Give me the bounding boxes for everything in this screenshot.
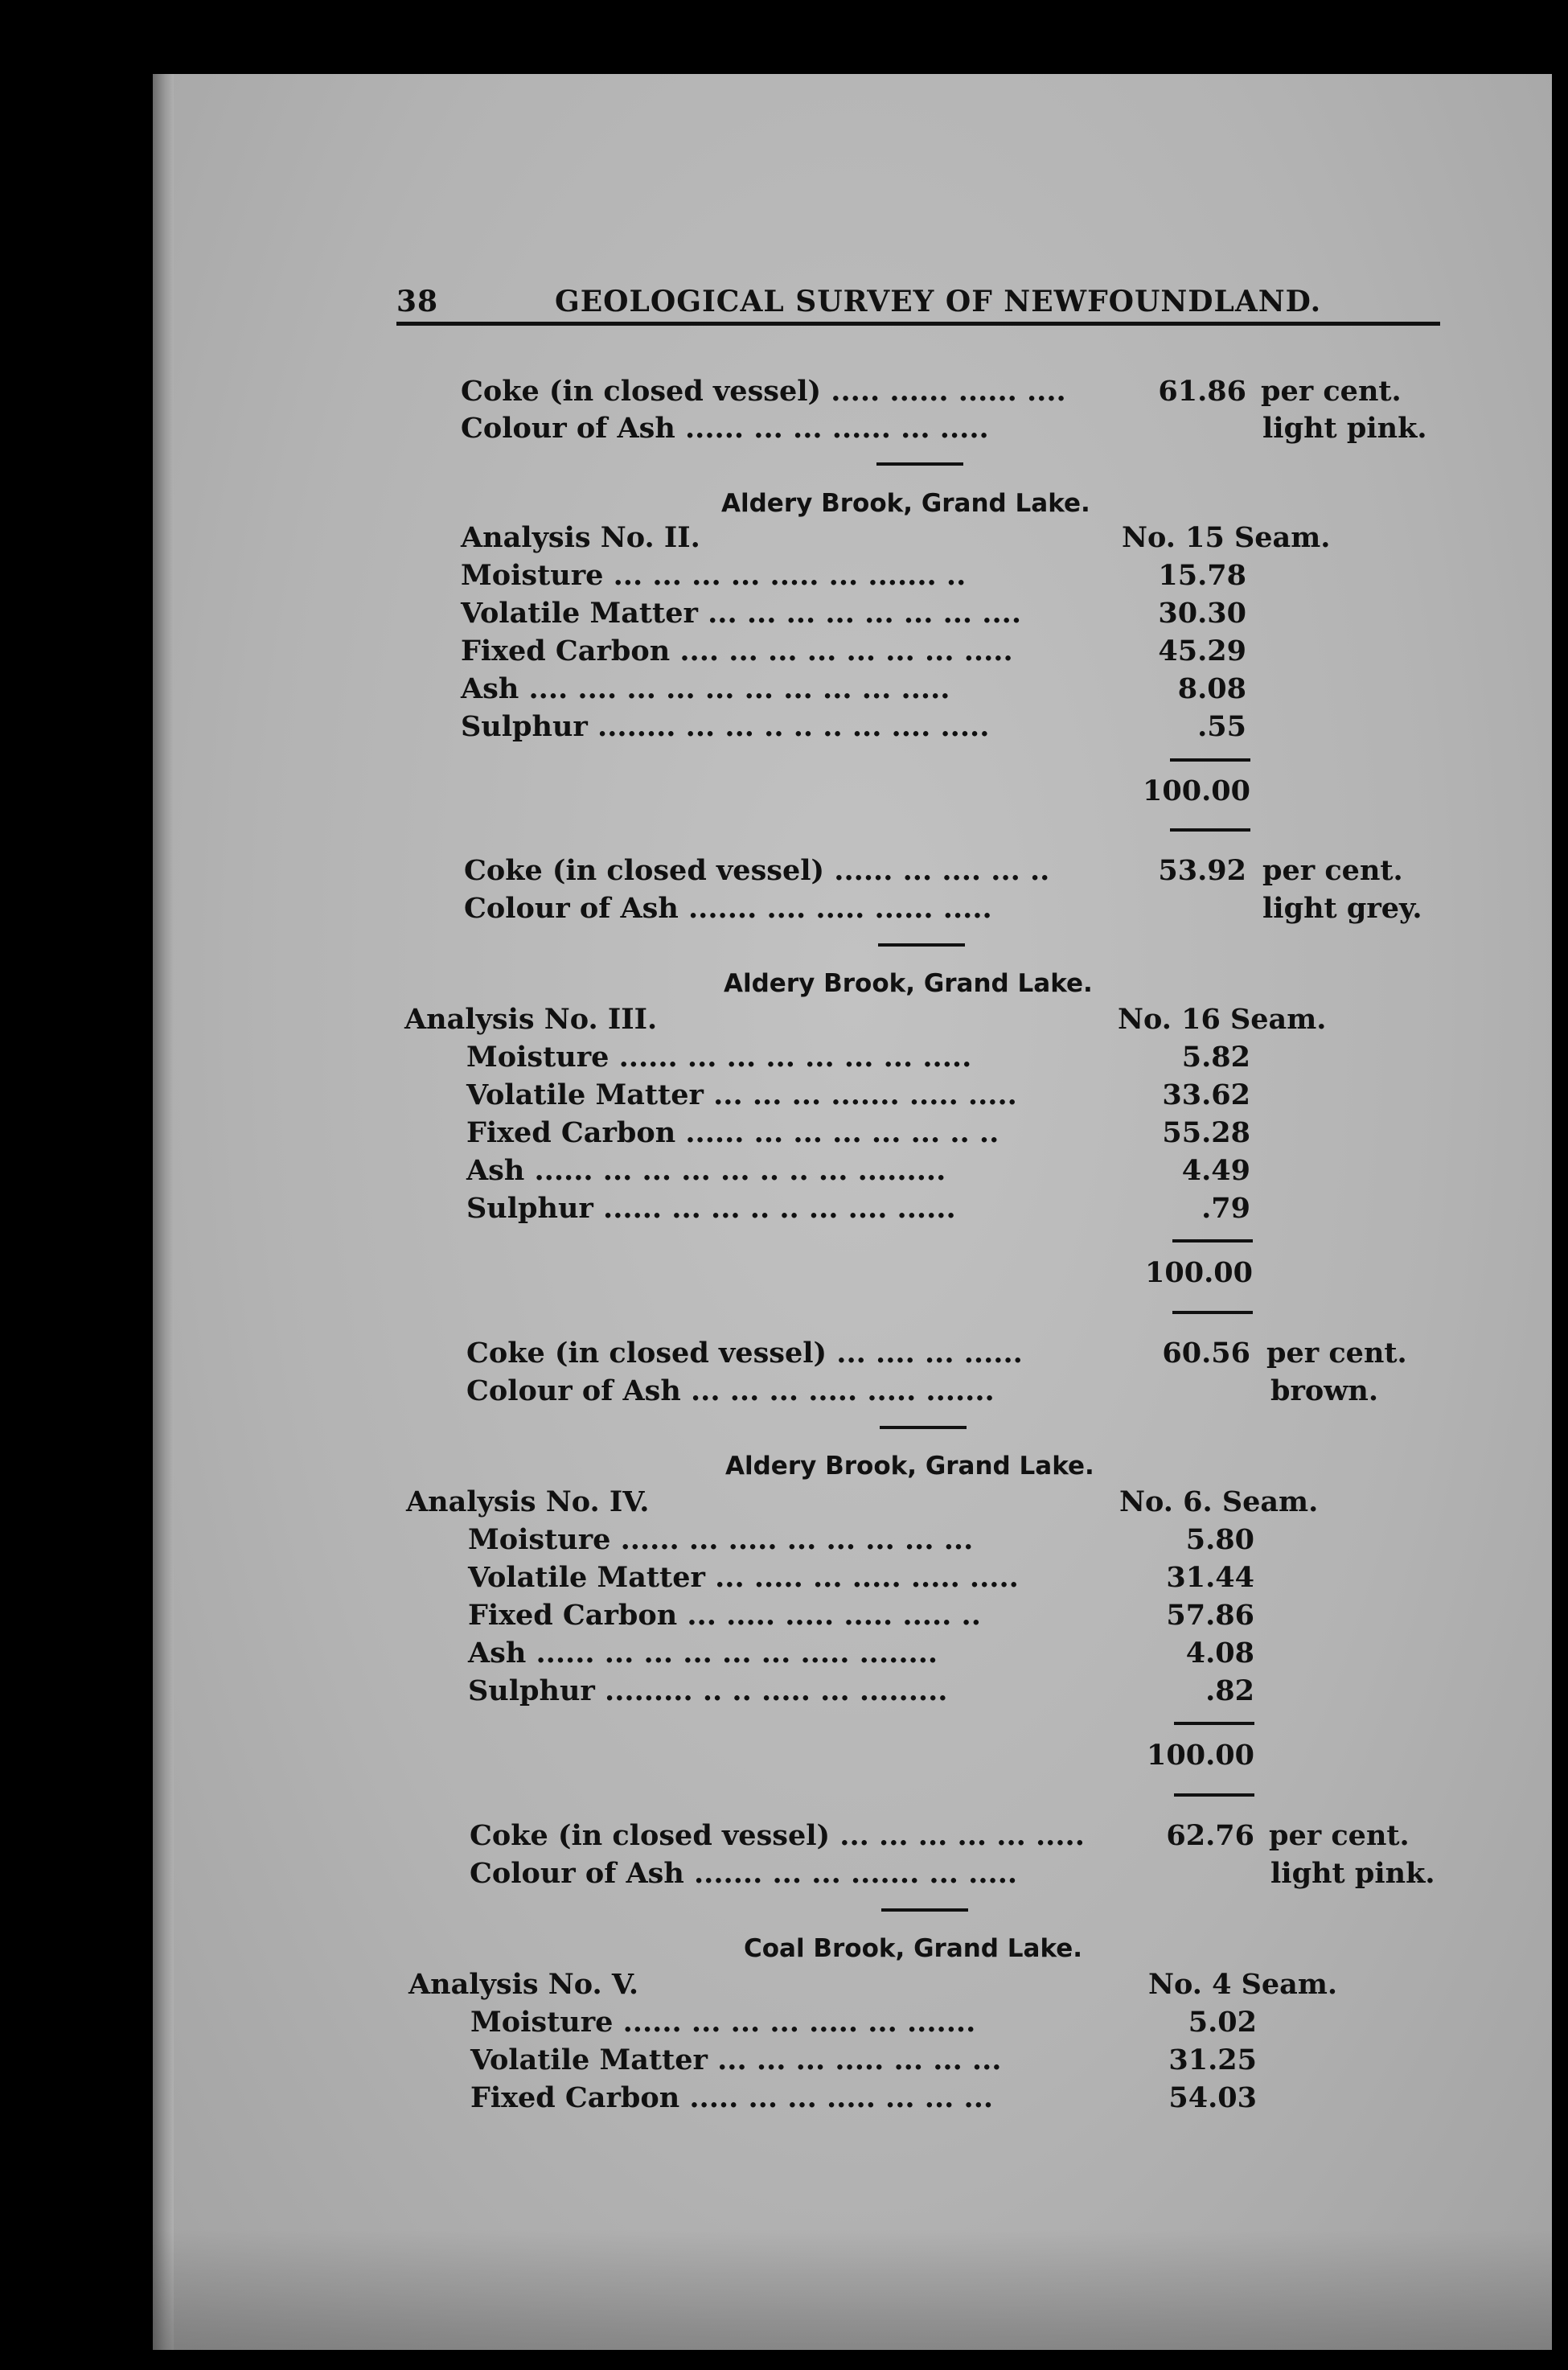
total-rule — [1172, 1311, 1253, 1314]
total-value: 100.00 — [1147, 1739, 1254, 1772]
coke-value: 60.56 — [1162, 1337, 1250, 1370]
analysis-title: Analysis No. II. — [461, 521, 700, 554]
row-label-volatile-matter: Volatile Matter ... ... ... ..... ... ... ... — [470, 2043, 1002, 2076]
intro-coke-value: 61.86 — [1158, 375, 1246, 408]
row-label-ash: Ash ...... ... ... ... ... ... ..... ........ — [468, 1637, 938, 1670]
row-value-fixed-carbon: 45.29 — [1158, 635, 1246, 667]
intro-ash-label: Colour of Ash ...... ... ... ...... ... ..... — [461, 412, 989, 445]
row-value-fixed-carbon: 57.86 — [1166, 1599, 1254, 1632]
ash-colour-label: Colour of Ash ....... .... ..... ...... ..... — [464, 892, 992, 925]
section-divider — [880, 1426, 967, 1429]
row-value-volatile-matter: 31.44 — [1166, 1561, 1254, 1594]
row-label-volatile-matter: Volatile Matter ... ... ... ....... ..... ..... — [466, 1078, 1017, 1111]
row-value-sulphur: .79 — [1201, 1192, 1250, 1225]
row-value-fixed-carbon: 54.03 — [1168, 2081, 1257, 2114]
row-label-volatile-matter: Volatile Matter ... ... ... ... ... ... ... .... — [461, 597, 1022, 630]
coke-label: Coke (in closed vessel) ... .... ... ...... — [466, 1337, 1023, 1370]
coke-label: Coke (in closed vessel) ...... ... .... ... .. — [464, 854, 1050, 887]
seam-label: No. 4 Seam. — [1148, 1968, 1338, 2001]
coke-value: 53.92 — [1158, 854, 1246, 887]
row-label-sulphur: Sulphur ...... ... ... .. .. ... .... ...... — [466, 1192, 956, 1225]
row-label-fixed-carbon: Fixed Carbon .... ... ... ... ... ... ... ..... — [461, 635, 1013, 667]
seam-label: No. 6. Seam. — [1119, 1485, 1319, 1518]
page-bottom-shadow — [153, 2229, 1552, 2350]
coke-unit: per cent. — [1266, 1337, 1407, 1370]
intro-coke-unit: per cent. — [1261, 375, 1402, 408]
row-label-ash: Ash .... .... ... ... ... ... ... ... ... ..... — [461, 672, 950, 705]
ash-colour-value: light grey. — [1262, 892, 1422, 925]
intro-coke-label: Coke (in closed vessel) ..... ...... ...... .... — [461, 375, 1066, 408]
intro-ash-colour: light pink. — [1262, 412, 1427, 445]
seam-label: No. 16 Seam. — [1118, 1003, 1327, 1036]
header-rule — [396, 322, 1440, 326]
row-label-fixed-carbon: Fixed Carbon ..... ... ... ..... ... ... ... — [470, 2081, 994, 2114]
coke-unit: per cent. — [1269, 1819, 1410, 1852]
row-value-volatile-matter: 30.30 — [1158, 597, 1246, 630]
coke-unit: per cent. — [1262, 854, 1403, 887]
coke-label: Coke (in closed vessel) ... ... ... ... ... ..... — [470, 1819, 1085, 1852]
row-value-ash: 8.08 — [1177, 672, 1246, 705]
page-edge-shadow — [153, 74, 174, 2350]
row-value-volatile-matter: 31.25 — [1168, 2043, 1257, 2076]
row-value-fixed-carbon: 55.28 — [1162, 1116, 1250, 1149]
total-rule — [1170, 828, 1250, 832]
row-label-moisture: Moisture ...... ... ... ... ..... ... ....... — [470, 2006, 976, 2039]
row-label-ash: Ash ...... ... ... ... ... .. .. ... ......... — [466, 1154, 946, 1187]
row-label-moisture: Moisture ...... ... ..... ... ... ... ... ... — [468, 1523, 974, 1556]
sum-rule — [1172, 1239, 1253, 1243]
section-heading: Aldery Brook, Grand Lake. — [721, 489, 1090, 518]
row-value-sulphur: .55 — [1197, 710, 1246, 743]
analysis-title: Analysis No. V. — [408, 1968, 639, 2001]
seam-label: No. 15 Seam. — [1122, 521, 1331, 554]
ash-colour-value: brown. — [1270, 1374, 1379, 1407]
row-value-volatile-matter: 33.62 — [1162, 1078, 1250, 1111]
row-value-moisture: 5.80 — [1185, 1523, 1254, 1556]
row-value-ash: 4.08 — [1185, 1637, 1254, 1670]
section-heading: Coal Brook, Grand Lake. — [744, 1934, 1083, 1963]
section-divider — [876, 462, 963, 466]
running-title: GEOLOGICAL SURVEY OF NEWFOUNDLAND. — [555, 285, 1322, 318]
ash-colour-label: Colour of Ash ....... ... ... ....... ... ..... — [470, 1857, 1018, 1890]
row-value-moisture: 15.78 — [1158, 559, 1246, 592]
ash-colour-value: light pink. — [1270, 1857, 1435, 1890]
row-label-fixed-carbon: Fixed Carbon ...... ... ... ... ... ... .. .. — [466, 1116, 999, 1149]
row-label-sulphur: Sulphur ........ ... ... .. .. .. ... .... ..... — [461, 710, 990, 743]
row-label-volatile-matter: Volatile Matter ... ..... ... ..... ..... ..... — [468, 1561, 1019, 1594]
total-value: 100.00 — [1145, 1256, 1253, 1289]
row-label-moisture: Moisture ... ... ... ... ..... ... ....... .. — [461, 559, 967, 592]
row-value-moisture: 5.82 — [1181, 1041, 1250, 1074]
page-number: 38 — [396, 285, 439, 318]
analysis-title: Analysis No. IV. — [406, 1485, 650, 1518]
section-divider — [878, 943, 965, 947]
section-heading: Aldery Brook, Grand Lake. — [725, 1452, 1094, 1481]
total-value: 100.00 — [1143, 774, 1250, 807]
coke-value: 62.76 — [1166, 1819, 1254, 1852]
ash-colour-label: Colour of Ash ... ... ... ..... ..... ....... — [466, 1374, 995, 1407]
row-value-sulphur: .82 — [1205, 1674, 1254, 1707]
analysis-title: Analysis No. III. — [404, 1003, 658, 1036]
section-divider — [881, 1908, 968, 1912]
row-label-moisture: Moisture ...... ... ... ... ... ... ... ..... — [466, 1041, 972, 1074]
row-value-moisture: 5.02 — [1188, 2006, 1257, 2039]
row-label-sulphur: Sulphur ......... .. .. ..... ... ......... — [468, 1674, 948, 1707]
sum-rule — [1174, 1722, 1254, 1725]
total-rule — [1174, 1793, 1254, 1797]
row-value-ash: 4.49 — [1181, 1154, 1250, 1187]
sum-rule — [1170, 758, 1250, 762]
row-label-fixed-carbon: Fixed Carbon ... ..... ..... ..... ..... .. — [468, 1599, 981, 1632]
section-heading: Aldery Brook, Grand Lake. — [724, 969, 1093, 998]
